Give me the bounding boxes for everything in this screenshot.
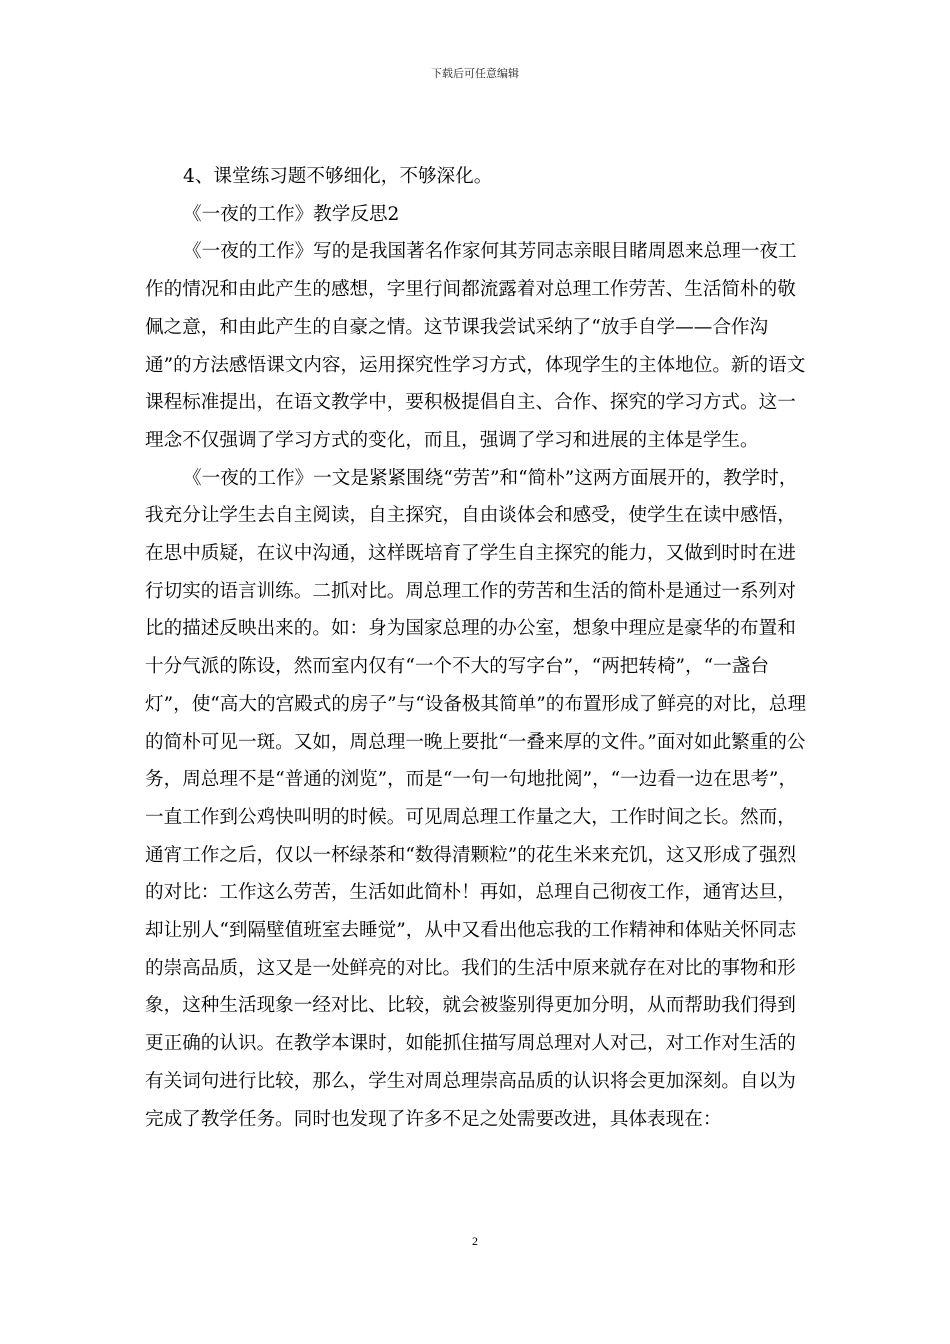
page-header: 下载后可任意编辑 [431,67,519,80]
paragraph: 《一夜的工作》一文是紧紧围绕“劳苦”和“简朴”这两方面展开的，教学时，我充分让学生去自主阅读，自主探究，自由谈体会和感受，使学生在读中感悟，在思中质疑，在议中沟通，这样既培育了学生自主探究的能力，又做到时时在进行切实的语言训练。二抓对比。周总理工作的劳苦和生活的简朴是通过一系列对比的描述反映出来的。如：身为国家总理的办公室，想象中理应是豪华的布置和十分气派的陈设，然而室内仅有“一个不大的写字台”，“两把转椅”，“一盏台灯”，使“高大的宫殿式的房子”与“设备极其简单”的布置形成了鲜亮的对比，总理的简朴可见一斑。又如，周总理一晚上要批“一叠来厚的文件。”面对如此繁重的公务，周总理不是“普通的浏览”，而是“一句一句地批阅”，“一边看一边在思考”，一直工作到公鸡快叫明的时候。可见周总理工作量之大，工作时间之长。然而，通宵工作之后，仅以一杯绿茶和“数得清颗粒”的花生米来充饥，这又形成了强烈的对比：工作这么劳苦，生活如此简朴！再如，总理自己彻夜工作，通宵达旦，却让别人“到隔壁值班室去睡觉”，从中又看出他忘我的工作精神和体贴关怀同志的崇高品质，这又是一处鲜亮的对比。我们的生活中原来就存在对比的事物和形象，这种生活现象一经对比、比较，就会被鉴别得更加分明，从而帮助我们得到更正确的认识。在教学本课时，如能抓住描写周总理对人对己，对工作对生活的有关词句进行比较，那么，学生对周总理崇高品质的认识将会更加深刻。自以为完成了教学任务。同时也发现了许多不足之处需要改进，具体表现在： [145,467,807,1130]
section-title: 《一夜的工作》教学反思2 [183,203,400,225]
page-number: 2 [472,1234,478,1248]
document-body [145,158,807,1138]
paragraph: 《一夜的工作》写的是我国著名作家何其芳同志亲眼目睹周恩来总理一夜工作的情况和由此产生的感想，字里行间都流露着对总理工作劳苦、生活简朴的敬佩之意，和由此产生的自豪之情。这节课我尝试采纳了“放手自学——合作沟通”的方法感悟课文内容，运用探究性学习方式，体现学生的主体地位。新的语文课程标准提出，在语文教学中，要积极提倡自主、合作、探究的学习方式。这一理念不仅强调了学习方式的变化，而且，强调了学习和进展的主体是学生。 [145,241,806,451]
paragraph: 4、课堂练习题不够细化，不够深化。 [183,166,493,187]
